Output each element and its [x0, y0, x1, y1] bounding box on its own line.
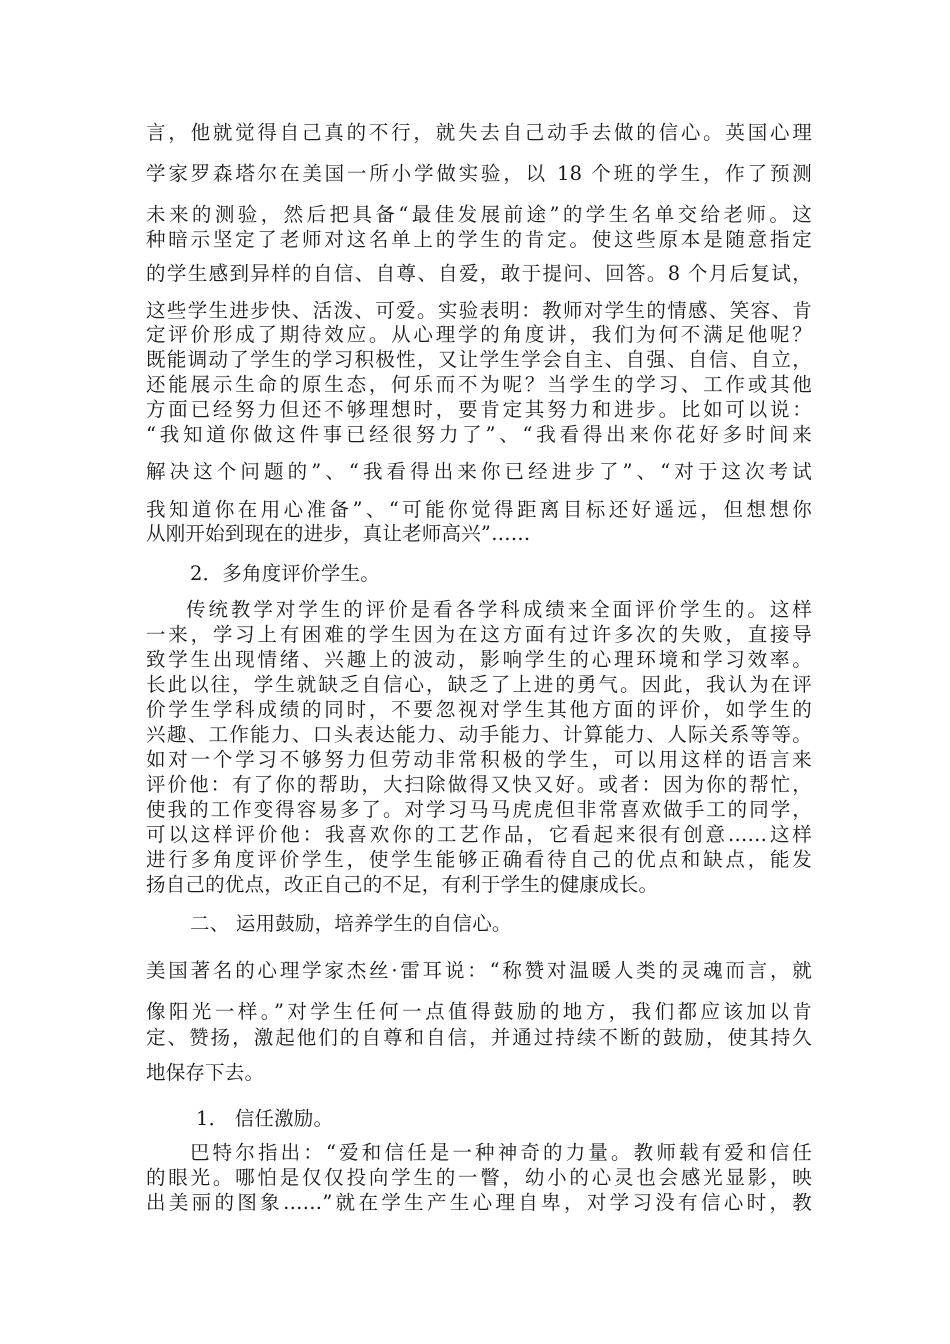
text-line: 扬自己的优点，改正自己的不足，有利于学生的健康成长。 — [146, 873, 659, 896]
text-line: 定、赞扬，激起他们的自尊和自信，并通过持续不断的鼓励，使其持久 — [146, 1026, 812, 1049]
text-line: 传统教学对学生的评价是看各学科成绩来全面评价学生的。这样 — [186, 598, 812, 621]
text-line: 的学生感到异样的自信、自尊、自爱，敢于提问、回答。8 个月后复试， — [146, 262, 812, 285]
section-heading: 2．多角度评价学生。 — [190, 562, 380, 585]
text-line: 长此以往，学生就缺乏自信心，缺乏了上进的勇气。因此，我认为在评 — [146, 673, 812, 696]
text-line: 学家罗森塔尔在美国一所小学做实验，以 18 个班的学生，作了预测 — [146, 162, 812, 185]
text-line: 的眼光。哪怕是仅仅投向学生的一瞥，幼小的心灵也会感光显影，映 — [146, 1166, 812, 1189]
text-line: 这些学生进步快、活泼、可爱。实验表明：教师对学生的情感、笑容、肯 — [146, 299, 812, 322]
text-line: 从刚开始到现在的进步，真让老师高兴”…… — [146, 522, 531, 545]
text-line: “我知道你做这件事已经很努力了”、“我看得出来你花好多时间来 — [146, 423, 812, 446]
text-line: 使我的工作变得容易多了。对学习马马虎虎但非常喜欢做手工的同学， — [146, 798, 812, 821]
text-line: 进行多角度评价学生，使学生能够正确看待自己的优点和缺点，能发 — [146, 848, 812, 871]
text-line: 兴趣、工作能力、口头表达能力、动手能力、计算能力、人际关系等等。 — [146, 723, 812, 746]
text-line: 如对一个学习不够努力但劳动非常积极的学生，可以用这样的语言来 — [146, 748, 812, 771]
text-line: 言，他就觉得自己真的不行，就失去自己动手去做的信心。英国心理 — [146, 121, 812, 144]
text-line: 未来的测验，然后把具备“最佳发展前途”的学生名单交给老师。这 — [146, 203, 812, 226]
text-line: 一来，学习上有困难的学生因为在这方面有过许多次的失败，直接导 — [146, 623, 812, 646]
text-line: 既能调动了学生的学习积极性，又让学生学会自主、自强、自信、自立， — [146, 348, 812, 371]
text-line: 巴特尔指出：“爱和信任是一种神奇的力量。教师载有爱和信任 — [190, 1141, 812, 1164]
text-line: 解决这个问题的”、“我看得出来你已经进步了”、“对于这次考试 — [146, 460, 812, 483]
text-line: 像阳光一样。”对学生任何一点值得鼓励的地方，我们都应该加以肯 — [146, 1000, 812, 1023]
text-line: 还能展示生命的原生态，何乐而不为呢？当学生的学习、工作或其他 — [146, 373, 812, 396]
text-line: 方面已经努力但还不够理想时，要肯定其努力和进步。比如可以说： — [146, 398, 812, 421]
text-line: 地保存下去。 — [146, 1061, 265, 1084]
text-line: 致学生出现情绪、兴趣上的波动，影响学生的心理环境和学习效率。 — [146, 648, 812, 671]
text-line: 我知道你在用心准备”、“可能你觉得距离目标还好遥远，但想想你 — [146, 498, 812, 521]
text-line: 可以这样评价他：我喜欢你的工艺作品，它看起来很有创意……这样 — [146, 823, 812, 846]
text-line: 出美丽的图象……”就在学生产生心理自卑，对学习没有信心时，教 — [146, 1191, 812, 1214]
section-heading: 二、 运用鼓励，培养学生的自信心。 — [190, 912, 512, 935]
text-line: 价学生学科成绩的同时，不要忽视对学生其他方面的评价，如学生的 — [146, 698, 812, 721]
text-line: 种暗示坚定了老师对这名单上的学生的肯定。使这些原本是随意指定 — [146, 228, 812, 251]
section-heading: 1． 信任激励。 — [196, 1107, 334, 1130]
text-line: 定评价形成了期待效应。从心理学的角度讲，我们为何不满足他呢？ — [146, 323, 812, 346]
text-line: 评价他：有了你的帮助，大扫除做得又快又好。或者：因为你的帮忙， — [146, 773, 812, 796]
text-line: 美国著名的心理学家杰丝·雷耳说：“称赞对温暖人类的灵魂而言，就 — [146, 959, 812, 982]
